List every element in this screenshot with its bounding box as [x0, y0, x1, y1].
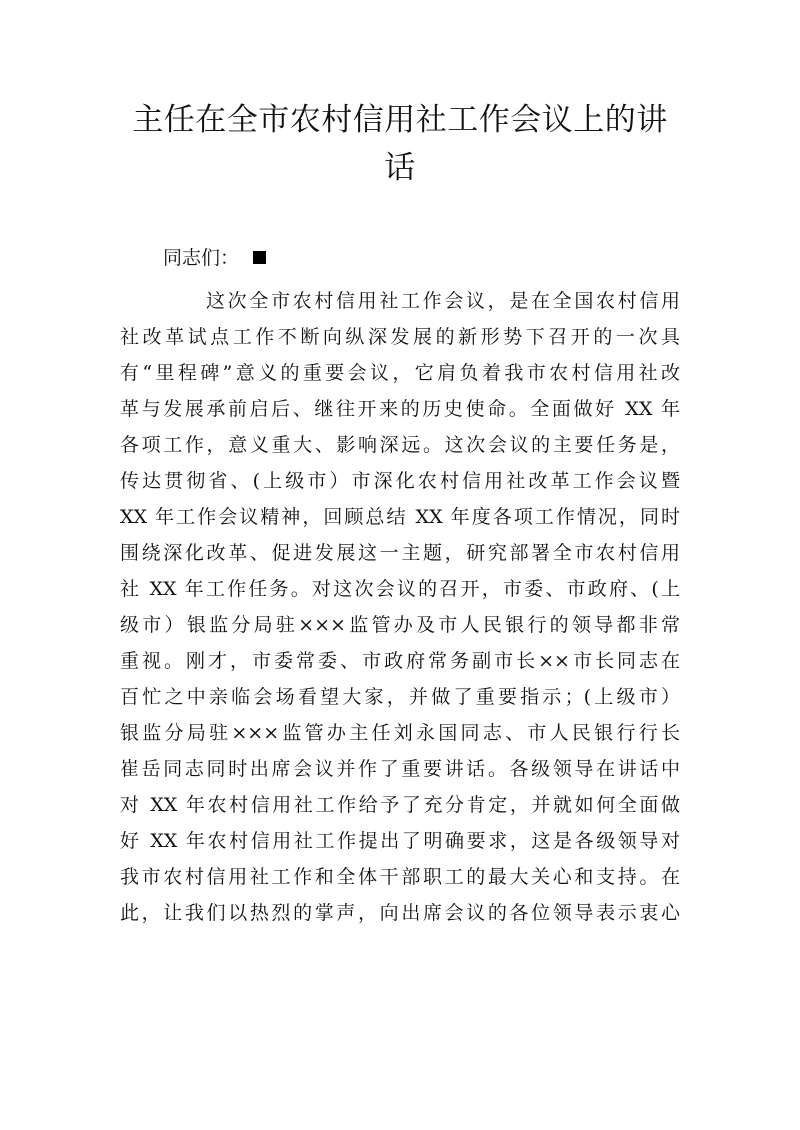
paragraph-line: 社 XX 年工作任务。对这次会议的召开，市委、市政府、(上 — [120, 578, 680, 600]
title-line-1: 主任在全市农村信用社工作会议上的讲 — [132, 102, 668, 138]
body-paragraph — [120, 283, 680, 931]
paragraph-line: 我市农村信用社工作和全体干部职工的最大关心和支持。在 — [120, 866, 680, 888]
paragraph-line: 各项工作，意义重大、影响深远。这次会议的主要任务是， — [120, 434, 680, 456]
paragraph-line: 此，让我们以热烈的掌声，向出席会议的各位领导表示衷心 — [120, 902, 680, 924]
paragraph-line: XX 年工作会议精神，回顾总结 XX 年度各项工作情况，同时 — [120, 506, 680, 528]
paragraph-line: 级市）银监分局驻×××监管办及市人民银行的领导都非常 — [120, 614, 680, 636]
salutation-text: 同志们： — [163, 247, 240, 269]
paragraph-line: 这次全市农村信用社工作会议，是在全国农村信用 — [206, 290, 680, 312]
paragraph-line: 围绕深化改革、促进发展这一主题，研究部署全市农村信用 — [120, 542, 680, 564]
paragraph-line: 百忙之中亲临会场看望大家，并做了重要指示；(上级市） — [120, 686, 680, 708]
paragraph-line: 崔岳同志同时出席会议并作了重要讲话。各级领导在讲话中 — [120, 758, 680, 780]
paragraph-line: 重视。刚才，市委常委、市政府常务副市长××市长同志在 — [120, 650, 680, 672]
paragraph-line: 社改革试点工作不断向纵深发展的新形势下召开的一次具 — [120, 326, 680, 348]
paragraph-line: 对 XX 年农村信用社工作给予了充分肯定，并就如何全面做 — [120, 794, 680, 816]
title-line-2: 话 — [384, 150, 416, 186]
paragraph-line: 有“里程碑”意义的重要会议，它肩负着我市农村信用社改 — [120, 362, 680, 384]
paragraph-line: 革与发展承前启后、继往开来的历史使命。全面做好 XX 年 — [120, 398, 680, 420]
paragraph-line: 好 XX 年农村信用社工作提出了明确要求，这是各级领导对 — [120, 830, 680, 852]
black-square-icon — [253, 251, 266, 264]
document-title — [112, 96, 688, 192]
paragraph-line: 传达贯彻省、(上级市）市深化农村信用社改革工作会议暨 — [120, 470, 680, 492]
paragraph-line: 银监分局驻×××监管办主任刘永国同志、市人民银行行长 — [120, 722, 680, 744]
salutation — [163, 244, 266, 272]
